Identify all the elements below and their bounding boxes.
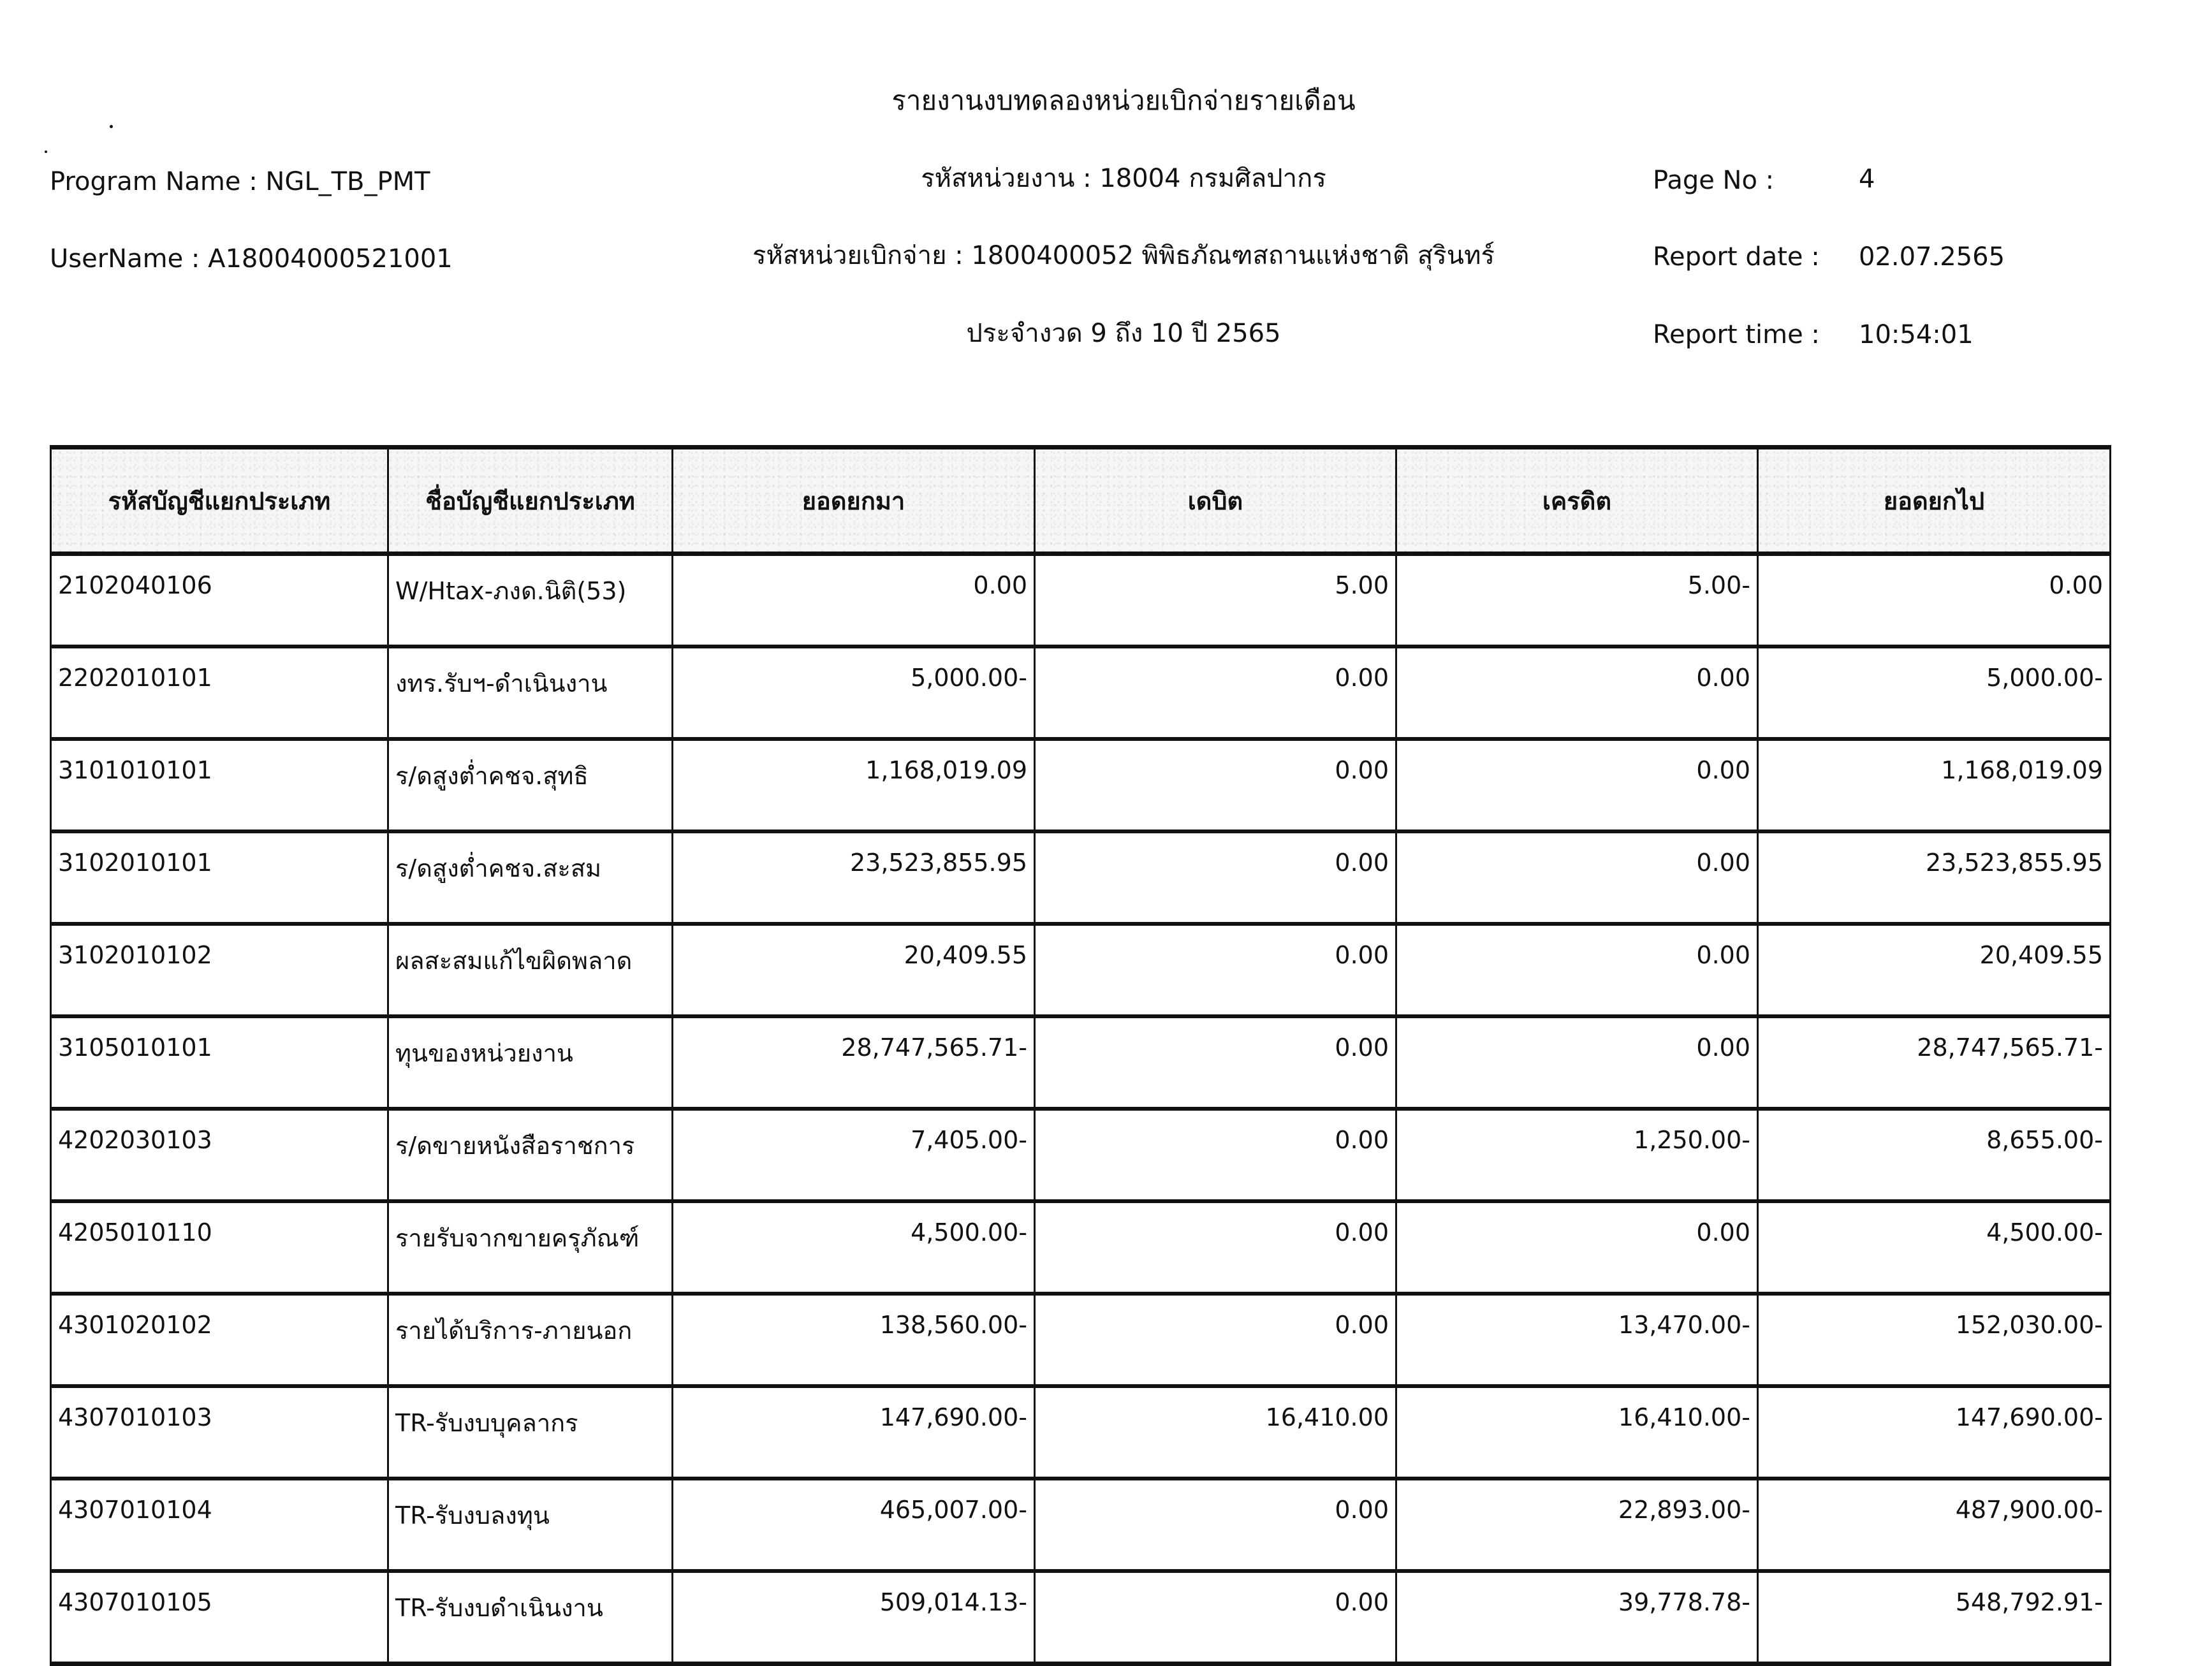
page-no-value: 4 — [1859, 164, 1875, 194]
opening-balance: 28,747,565.71- — [673, 1016, 1035, 1109]
table-row — [51, 554, 2111, 647]
opening-balance: 465,007.00- — [673, 1479, 1035, 1571]
opening-balance: 509,014.13- — [673, 1571, 1035, 1664]
account-name: ร/ดสูงต่ำคชจ.สะสม — [388, 831, 673, 924]
account-code: 4205010110 — [51, 1201, 388, 1294]
account-code: 4307010104 — [51, 1479, 388, 1571]
program-name: Program Name : NGL_TB_PMT — [50, 167, 430, 196]
closing-balance: 1,168,019.09 — [1758, 739, 2111, 831]
report-date-value: 02.07.2565 — [1859, 242, 2005, 272]
col-header-opening-balance: ยอดยกมา — [673, 448, 1035, 554]
table-row — [51, 647, 2111, 739]
col-header-account-name: ชื่อบัญชีแยกประเภท — [388, 448, 673, 554]
closing-balance: 0.00 — [1758, 554, 2111, 647]
table-row — [51, 1201, 2111, 1294]
account-name: ทุนของหน่วยงาน — [388, 1016, 673, 1109]
account-code: 3101010101 — [51, 739, 388, 831]
opening-balance: 147,690.00- — [673, 1386, 1035, 1479]
table-row — [51, 924, 2111, 1016]
account-code: 4307010105 — [51, 1571, 388, 1664]
table-row — [51, 1386, 2111, 1479]
debit: 5.00 — [1035, 554, 1396, 647]
trial-balance-table — [50, 445, 2111, 1666]
table-row — [51, 1479, 2111, 1571]
debit: 0.00 — [1035, 1479, 1396, 1571]
col-header-closing-balance: ยอดยกไป — [1758, 448, 2111, 554]
account-code: 2202010101 — [51, 647, 388, 739]
report-title: รายงานงบทดลองหน่วยเบิกจ่ายรายเดือน — [891, 85, 1356, 116]
account-code: 3102010101 — [51, 831, 388, 924]
account-name: รายรับจากขายครุภัณฑ์ — [388, 1201, 673, 1294]
credit: 0.00 — [1396, 739, 1758, 831]
account-name: TR-รับงบลงทุน — [388, 1479, 673, 1571]
credit: 0.00 — [1396, 1016, 1758, 1109]
debit: 16,410.00 — [1035, 1386, 1396, 1479]
table-row — [51, 1109, 2111, 1201]
account-code: 4301020102 — [51, 1294, 388, 1386]
credit: 1,250.00- — [1396, 1109, 1758, 1201]
opening-balance: 23,523,855.95 — [673, 831, 1035, 924]
account-code: 2102040106 — [51, 554, 388, 647]
account-name: ร/ดสูงต่ำคชจ.สุทธิ — [388, 739, 673, 831]
credit: 0.00 — [1396, 1201, 1758, 1294]
username: UserName : A18004000521001 — [50, 244, 453, 274]
col-header-credit: เครดิต — [1396, 448, 1758, 554]
report-time-value: 10:54:01 — [1859, 320, 1974, 349]
opening-balance: 1,168,019.09 — [673, 739, 1035, 831]
account-name: ร/ดขายหนังสือราชการ — [388, 1109, 673, 1201]
closing-balance: 4,500.00- — [1758, 1201, 2111, 1294]
credit: 0.00 — [1396, 647, 1758, 739]
account-name: W/Htax-ภงด.นิติ(53) — [388, 554, 673, 647]
debit: 0.00 — [1035, 1571, 1396, 1664]
page-no-label: Page No : — [1653, 166, 1775, 195]
credit: 16,410.00- — [1396, 1386, 1758, 1479]
closing-balance: 487,900.00- — [1758, 1479, 2111, 1571]
disbursing-unit: รหัสหน่วยเบิกจ่าย : 1800400052 พิพิธภัณฑสถานแห่งชาติ สุรินทร์ — [752, 241, 1495, 270]
closing-balance: 8,655.00- — [1758, 1109, 2111, 1201]
table-row — [51, 1571, 2111, 1664]
col-header-debit: เดบิต — [1035, 448, 1396, 554]
opening-balance: 5,000.00- — [673, 647, 1035, 739]
table-row — [51, 739, 2111, 831]
agency-code: รหัสหน่วยงาน : 18004 กรมศิลปากร — [921, 164, 1326, 193]
account-name: รายได้บริการ-ภายนอก — [388, 1294, 673, 1386]
debit: 0.00 — [1035, 1016, 1396, 1109]
report-time-label: Report time : — [1653, 320, 1820, 349]
account-code: 3105010101 — [51, 1016, 388, 1109]
credit: 39,778.78- — [1396, 1571, 1758, 1664]
closing-balance: 28,747,565.71- — [1758, 1016, 2111, 1109]
credit: 0.00 — [1396, 924, 1758, 1016]
credit: 22,893.00- — [1396, 1479, 1758, 1571]
scan-speck — [110, 125, 113, 128]
debit: 0.00 — [1035, 831, 1396, 924]
account-name: งทร.รับฯ-ดำเนินงาน — [388, 647, 673, 739]
closing-balance: 5,000.00- — [1758, 647, 2111, 739]
closing-balance: 152,030.00- — [1758, 1294, 2111, 1386]
opening-balance: 0.00 — [673, 554, 1035, 647]
account-name: TR-รับงบดำเนินงาน — [388, 1571, 673, 1664]
table-row — [51, 1294, 2111, 1386]
debit: 0.00 — [1035, 1201, 1396, 1294]
closing-balance: 147,690.00- — [1758, 1386, 2111, 1479]
debit: 0.00 — [1035, 1294, 1396, 1386]
closing-balance: 23,523,855.95 — [1758, 831, 2111, 924]
opening-balance: 138,560.00- — [673, 1294, 1035, 1386]
account-code: 4307010103 — [51, 1386, 388, 1479]
debit: 0.00 — [1035, 924, 1396, 1016]
debit: 0.00 — [1035, 647, 1396, 739]
account-name: TR-รับงบบุคลากร — [388, 1386, 673, 1479]
credit: 5.00- — [1396, 554, 1758, 647]
report-period: ประจำงวด 9 ถึง 10 ปี 2565 — [966, 319, 1281, 348]
account-code: 4202030103 — [51, 1109, 388, 1201]
table-header-row — [51, 448, 2111, 554]
credit: 0.00 — [1396, 831, 1758, 924]
closing-balance: 20,409.55 — [1758, 924, 2111, 1016]
table-row — [51, 831, 2111, 924]
debit: 0.00 — [1035, 739, 1396, 831]
scan-speck — [45, 150, 47, 153]
credit: 13,470.00- — [1396, 1294, 1758, 1386]
opening-balance: 7,405.00- — [673, 1109, 1035, 1201]
closing-balance: 548,792.91- — [1758, 1571, 2111, 1664]
col-header-account-code: รหัสบัญชีแยกประเภท — [51, 448, 388, 554]
table-row — [51, 1016, 2111, 1109]
opening-balance: 4,500.00- — [673, 1201, 1035, 1294]
opening-balance: 20,409.55 — [673, 924, 1035, 1016]
account-name: ผลสะสมแก้ไขผิดพลาด — [388, 924, 673, 1016]
report-date-label: Report date : — [1653, 242, 1820, 272]
account-code: 3102010102 — [51, 924, 388, 1016]
debit: 0.00 — [1035, 1109, 1396, 1201]
